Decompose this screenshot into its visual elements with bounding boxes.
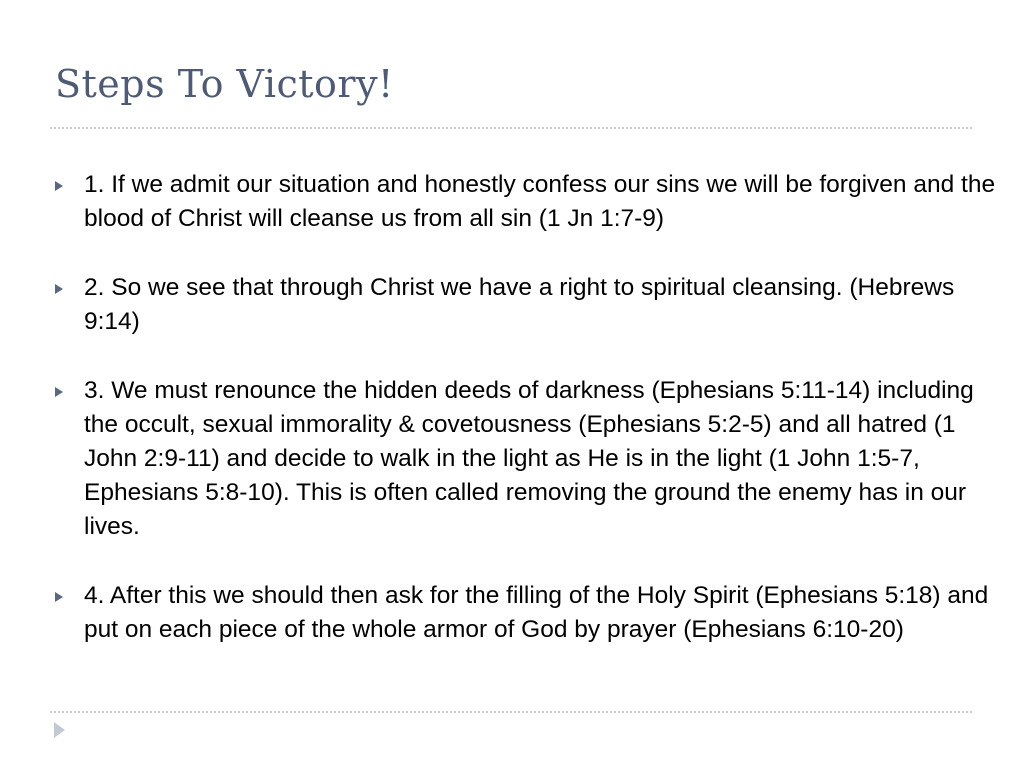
- triangle-right-icon: [55, 181, 63, 191]
- triangle-right-icon: [54, 722, 65, 738]
- title-divider: [50, 127, 972, 129]
- bullet-item-4: [55, 579, 1005, 647]
- triangle-right-icon: [55, 592, 63, 602]
- bullet-item-2: [55, 271, 1005, 339]
- bullet-text: 2. So we see that through Christ we have a right to spiritual cleansing. (Hebrews 9:14): [84, 274, 955, 335]
- bullet-item-1: [55, 168, 1005, 236]
- bullet-list: [55, 168, 1005, 682]
- slide-title: Steps To Victory!: [55, 62, 394, 106]
- triangle-right-icon: [55, 284, 63, 294]
- bullet-text: 1. If we admit our situation and honestly confess our sins we will be forgiven and the blood of Christ will cleanse us from all sin (1 Jn 1:7-9): [84, 171, 996, 232]
- footer-divider: [50, 711, 972, 713]
- bullet-text: 3. We must renounce the hidden deeds of darkness (Ephesians 5:11-14) including the occult, sexual immorality & covetousness (Ephesians 5:2-5) and all hatred (1 John 2:9-11) and decide to walk in the light as He is in the light (1 John 1:5-7, Ephesians 5:8-10). This is often called removing the ground the enemy has in our lives.: [84, 377, 974, 540]
- bullet-item-3: [55, 374, 1005, 544]
- triangle-right-icon: [55, 387, 63, 397]
- bullet-text: 4. After this we should then ask for the filling of the Holy Spirit (Ephesians 5:18) and put on each piece of the whole armor of God by prayer (Ephesians 6:10-20): [84, 582, 989, 643]
